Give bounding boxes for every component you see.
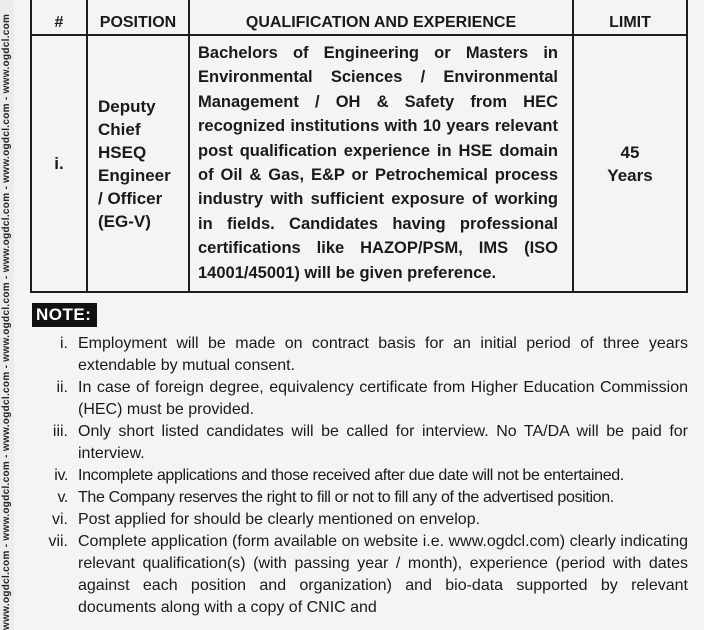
- header-position: POSITION: [87, 0, 189, 35]
- position-line: HSEQ: [98, 142, 147, 162]
- note-text: Employment will be made on contract basis for an initial period of three years extendable by mutual consent.: [78, 335, 688, 375]
- note-text: In case of foreign degree, equivalency certificate from Higher Education Commission (HEC) must be provided.: [78, 379, 688, 419]
- list-item: [30, 421, 688, 465]
- watermark-text: www.ogdcl.com - www.ogdcl.com - www.ogdcl.com - www.ogdcl.com - www.ogdcl.com - www.ogdcl.com - www.ogdcl.com: [1, 13, 12, 630]
- note-text: Only short listed candidates will be called for interview. No TA/DA will be paid for interview.: [78, 423, 688, 463]
- header-age-limit: LIMIT: [573, 0, 687, 35]
- note-number: i.: [60, 335, 68, 353]
- table-row: [31, 35, 687, 292]
- header-number: #: [31, 0, 87, 35]
- position-table: [30, 0, 688, 293]
- age-limit: [573, 35, 687, 292]
- note-text: Post applied for should be clearly mentioned on envelop.: [78, 511, 481, 529]
- note-number: iii.: [52, 423, 68, 441]
- table-header-row: [31, 0, 687, 35]
- note-text: Complete application (form available on website i.e. www.ogdcl.com) clearly indicating relevant qualification(s) (with passing year / month), experience (period with dates against each position and organization) and bio-data supported by relevant documents along with a copy of CNIC and: [78, 533, 688, 617]
- age-limit-unit: Years: [607, 165, 653, 185]
- position-line: Engineer: [98, 165, 171, 185]
- note-text: Incomplete applications and those received after due date will not be entertained.: [78, 467, 624, 485]
- note-text: The Company reserves the right to fill or not to fill any of the advertised position.: [78, 489, 614, 507]
- position-line: Deputy: [98, 96, 156, 116]
- qualification-text: Bachelors of Engineering or Masters in Environmental Sciences / Environmental Management / OH & Safety from HEC recognized institutions with 10 years relevant post qualification experience in HSE domain of Oil & Gas, E&P or Petrochemical process industry with sufficient exposure of working in fields. Candidates having professional certifications like HAZOP/PSM, IMS (ISO 14001/45001) will be given preference.: [189, 35, 573, 292]
- list-item: [30, 509, 688, 531]
- list-item: [30, 531, 688, 619]
- note-number: iv.: [54, 467, 68, 485]
- position-line: (EG-V): [98, 211, 151, 231]
- advertisement-document: [30, 0, 688, 619]
- notes-list: [30, 333, 688, 619]
- note-number: v.: [57, 489, 68, 507]
- position-title: [87, 35, 189, 292]
- list-item: [30, 333, 688, 377]
- note-heading: NOTE:: [32, 303, 97, 327]
- age-limit-value: 45: [620, 142, 640, 162]
- watermark-strip: [0, 0, 14, 630]
- position-line: / Officer: [98, 188, 163, 208]
- note-number: vii.: [48, 533, 68, 551]
- position-line: Chief: [98, 119, 141, 139]
- list-item: [30, 487, 688, 509]
- note-number: ii.: [56, 379, 68, 397]
- note-number: vi.: [52, 511, 68, 529]
- header-qualification: QUALIFICATION AND EXPERIENCE: [189, 0, 573, 35]
- row-number: i.: [31, 35, 87, 292]
- list-item: [30, 465, 688, 487]
- list-item: [30, 377, 688, 421]
